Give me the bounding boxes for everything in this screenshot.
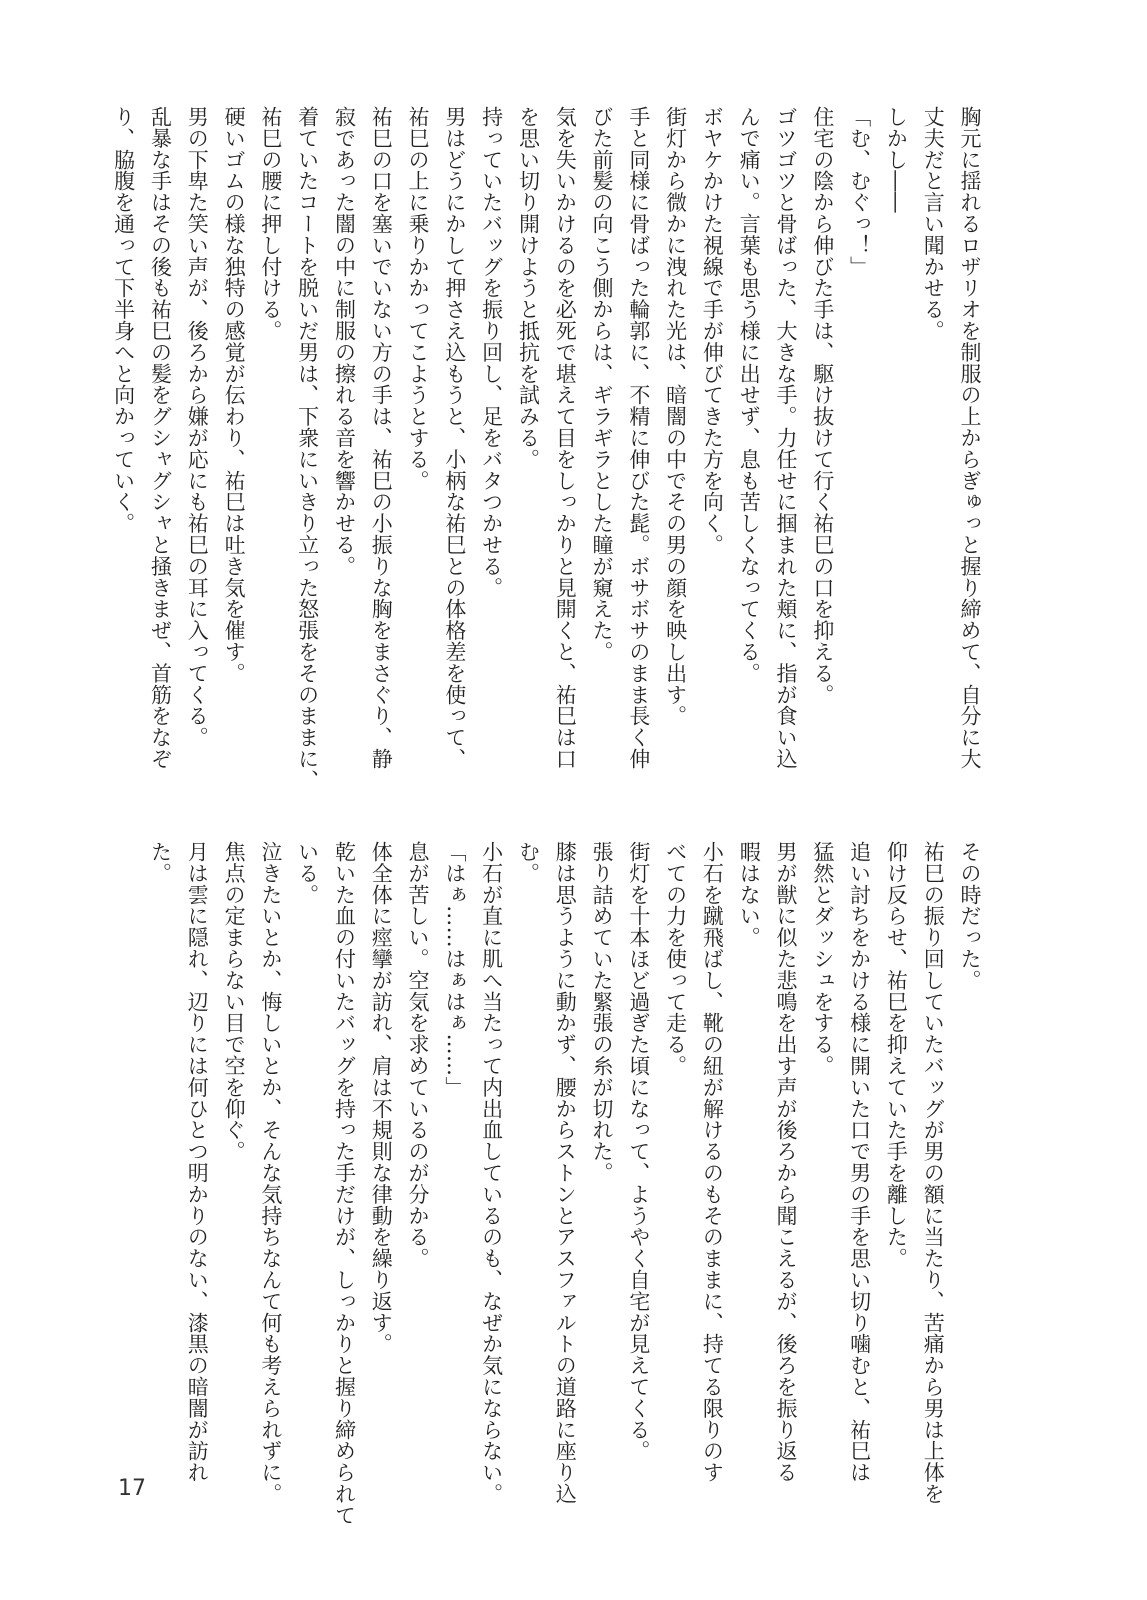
text-column: 男の下卑た笑い声が、後ろから嫌が応にも祐巳の耳に入ってくる。	[185, 106, 210, 748]
text-column: 泣きたいとか、悔しいとか、そんな気持ちなんて何も考えられずに。	[258, 841, 283, 1505]
text-column: 祐巳の口を塞いでいない方の手は、祐巳の小振りな胸をまさぐり、静	[369, 106, 394, 770]
text-column: 街灯から微かに洩れた光は、暗闇の中でその男の顔を映し出す。	[663, 106, 688, 727]
text-column: り、脇腹を通って下半身へと向かっていく。	[111, 106, 136, 534]
text-column: 仰け反らせ、祐巳を抑えていた手を離した。	[884, 841, 909, 1269]
text-column: 祐巳の振り回していたバッグが男の額に当たり、苦痛から男は上体を	[921, 841, 946, 1505]
text-column: 祐巳の腰に押し付ける。	[258, 106, 283, 342]
text-block-top	[105, 106, 988, 796]
text-column: 猛然とダッシュをする。	[810, 841, 835, 1077]
text-column: 膝は思うように動かず、腰からストンとアスファルトの道路に座り込	[553, 841, 578, 1505]
text-column: 小石が直に肌へ当たって内出血しているのも、なぜか気にならない。	[479, 841, 504, 1505]
text-column: ゴツゴツと骨ばった、大きな手。力任せに掴まれた頬に、指が食い込	[774, 106, 799, 770]
text-column: その時だった。	[958, 841, 982, 991]
text-column: 手と同様に骨ばった輪郭に、不精に伸びた髭。ボサボサのまま長く伸	[626, 106, 651, 770]
text-column: 暇はない。	[737, 841, 762, 948]
page-number: 17	[118, 1476, 146, 1501]
text-column: む。	[516, 841, 541, 884]
text-column: 男が獣に似た悲鳴を出す声が後ろから聞こえるが、後ろを振り返る	[774, 841, 799, 1483]
text-column: 「はぁ……はぁはぁ……」	[442, 841, 467, 1098]
text-column: 乾いた血の付いたバッグを持った手だけが、しっかりと握り締められて	[332, 841, 357, 1526]
text-column: 張り詰めていた緊張の糸が切れた。	[590, 841, 615, 1184]
text-column: を思い切り開けようと抵抗を試みる。	[516, 106, 541, 470]
text-column: ボヤケかけた視線で手が伸びてきた方を向く。	[700, 106, 725, 556]
text-column: 持っていたバッグを振り回し、足をバタつかせる。	[479, 106, 504, 599]
text-column: 月は雲に隠れ、辺りには何ひとつ明かりのない、漆黒の暗闇が訪れ	[185, 841, 210, 1483]
text-block-bottom	[142, 841, 988, 1531]
text-column: 街灯を十本ほど過ぎた頃になって、ようやく自宅が見えてくる。	[626, 841, 651, 1462]
text-column: た。	[148, 841, 173, 884]
text-column: 体全体に痙攣が訪れ、肩は不規則な律動を繰り返す。	[369, 841, 394, 1355]
text-column: 焦点の定まらない目で空を仰ぐ。	[222, 841, 247, 1162]
text-column: しかし――	[884, 106, 909, 213]
text-column: べての力を使って走る。	[663, 841, 688, 1077]
text-column: 小石を蹴飛ばし、靴の紐が解けるのもそのままに、持てる限りのす	[700, 841, 725, 1483]
text-column: 「む、むぐっ！」	[847, 106, 872, 278]
text-column: びた前髪の向こう側からは、ギラギラとした瞳が窺えた。	[590, 106, 615, 663]
text-column: 乱暴な手はその後も祐巳の髪をグシャグシャと掻きまぜ、首筋をなぞ	[148, 106, 173, 770]
text-column: 男はどうにかして押さえ込もうと、小柄な祐巳との体格差を使って、	[442, 106, 467, 770]
text-column: 丈夫だと言い聞かせる。	[921, 106, 946, 342]
text-column: 着ていたコートを脱いだ男は、下衆にいきり立った怒張をそのままに、	[295, 106, 320, 791]
text-column: 追い討ちをかける様に開いた口で男の手を思い切り噛むと、祐巳は	[847, 841, 872, 1483]
text-column: んで痛い。言葉も思う様に出せず、息も苦しくなってくる。	[737, 106, 762, 684]
text-column: いる。	[295, 841, 320, 906]
text-column: 息が苦しい。空気を求めているのが分かる。	[406, 841, 431, 1269]
text-column: 硬いゴムの様な独特の感覚が伝わり、祐巳は吐き気を催す。	[222, 106, 247, 684]
text-column: 胸元に揺れるロザリオを制服の上からぎゅっと握り締めて、自分に大	[958, 106, 982, 770]
text-column: 祐巳の上に乗りかかってこようとする。	[406, 106, 431, 492]
text-column: 寂であった闇の中に制服の擦れる音を響かせる。	[332, 106, 357, 577]
text-column: 気を失いかけるのを必死で堪えて目をしっかりと見開くと、祐巳は口	[553, 106, 578, 770]
text-column: 住宅の陰から伸びた手は、駆け抜けて行く祐巳の口を抑える。	[810, 106, 835, 706]
